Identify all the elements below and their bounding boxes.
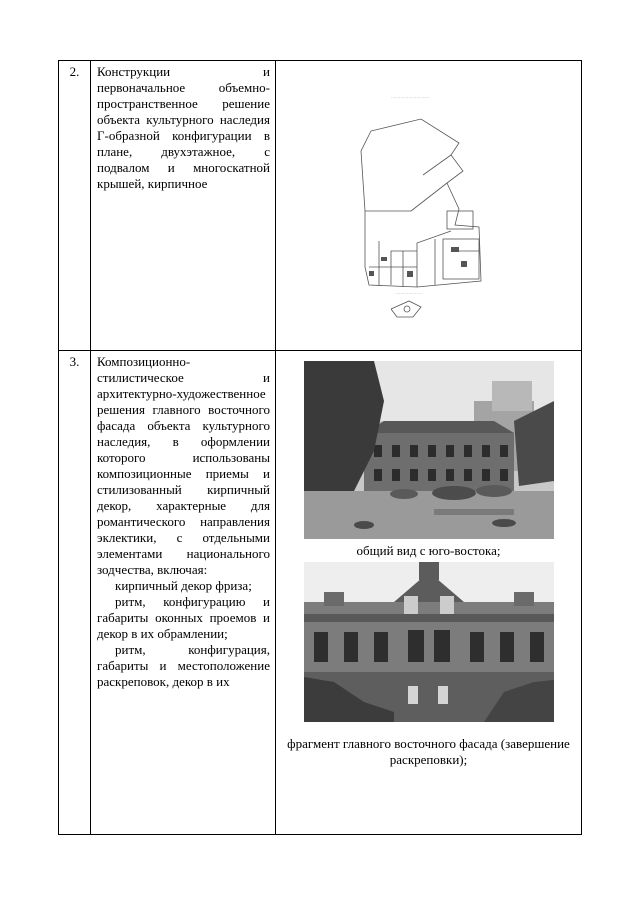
facade-photo-icon: [304, 562, 554, 722]
svg-text:·····························: ·····························: [391, 95, 430, 100]
table-row: [59, 61, 582, 351]
row-image-cell: [276, 351, 582, 835]
row-number: 2.: [59, 61, 91, 351]
table-row: [59, 351, 582, 835]
row-description-cell: [91, 351, 276, 835]
row-description: [91, 351, 275, 690]
list-item: ритм, конфигурация, габариты и местоположение раскреповок, декор в их: [97, 642, 270, 689]
list-item: кирпичный декор фриза;: [115, 578, 252, 593]
list-item: ритм, конфигурацию и габариты оконных проемов и декор в их обрамлении;: [97, 594, 270, 641]
photo-caption: общий вид с юго-востока;: [356, 543, 501, 558]
building-photo-icon: [304, 361, 554, 539]
description-intro: Композиционно-стилистическое и архитектурно-художественное решения главного восточного фасада объекта культурного наследия, в оформлении которого использованы композиционные приемы и стилизованный кирпичный декор, характерные для романтического направления эклектики, с отдельными элементами национального зодчества, включая:: [97, 354, 270, 577]
row-description: Конструкции и первоначальное объемно-пространственное решение объекта культурного наследия Г-образной конфигурации в плане, двухэтажное, с подвалом и многоскатной крышей, кирпичное: [97, 64, 270, 191]
row-description-cell: [91, 61, 276, 351]
row-number: 3.: [59, 351, 91, 835]
svg-text:·····················: ·····················: [395, 291, 423, 296]
photo-caption: фрагмент главного восточного фасада (завершение раскреповки);: [287, 736, 570, 767]
heritage-table: [58, 60, 582, 835]
floor-plan-drawing-icon: [351, 91, 506, 321]
row-image-cell: [276, 61, 582, 351]
